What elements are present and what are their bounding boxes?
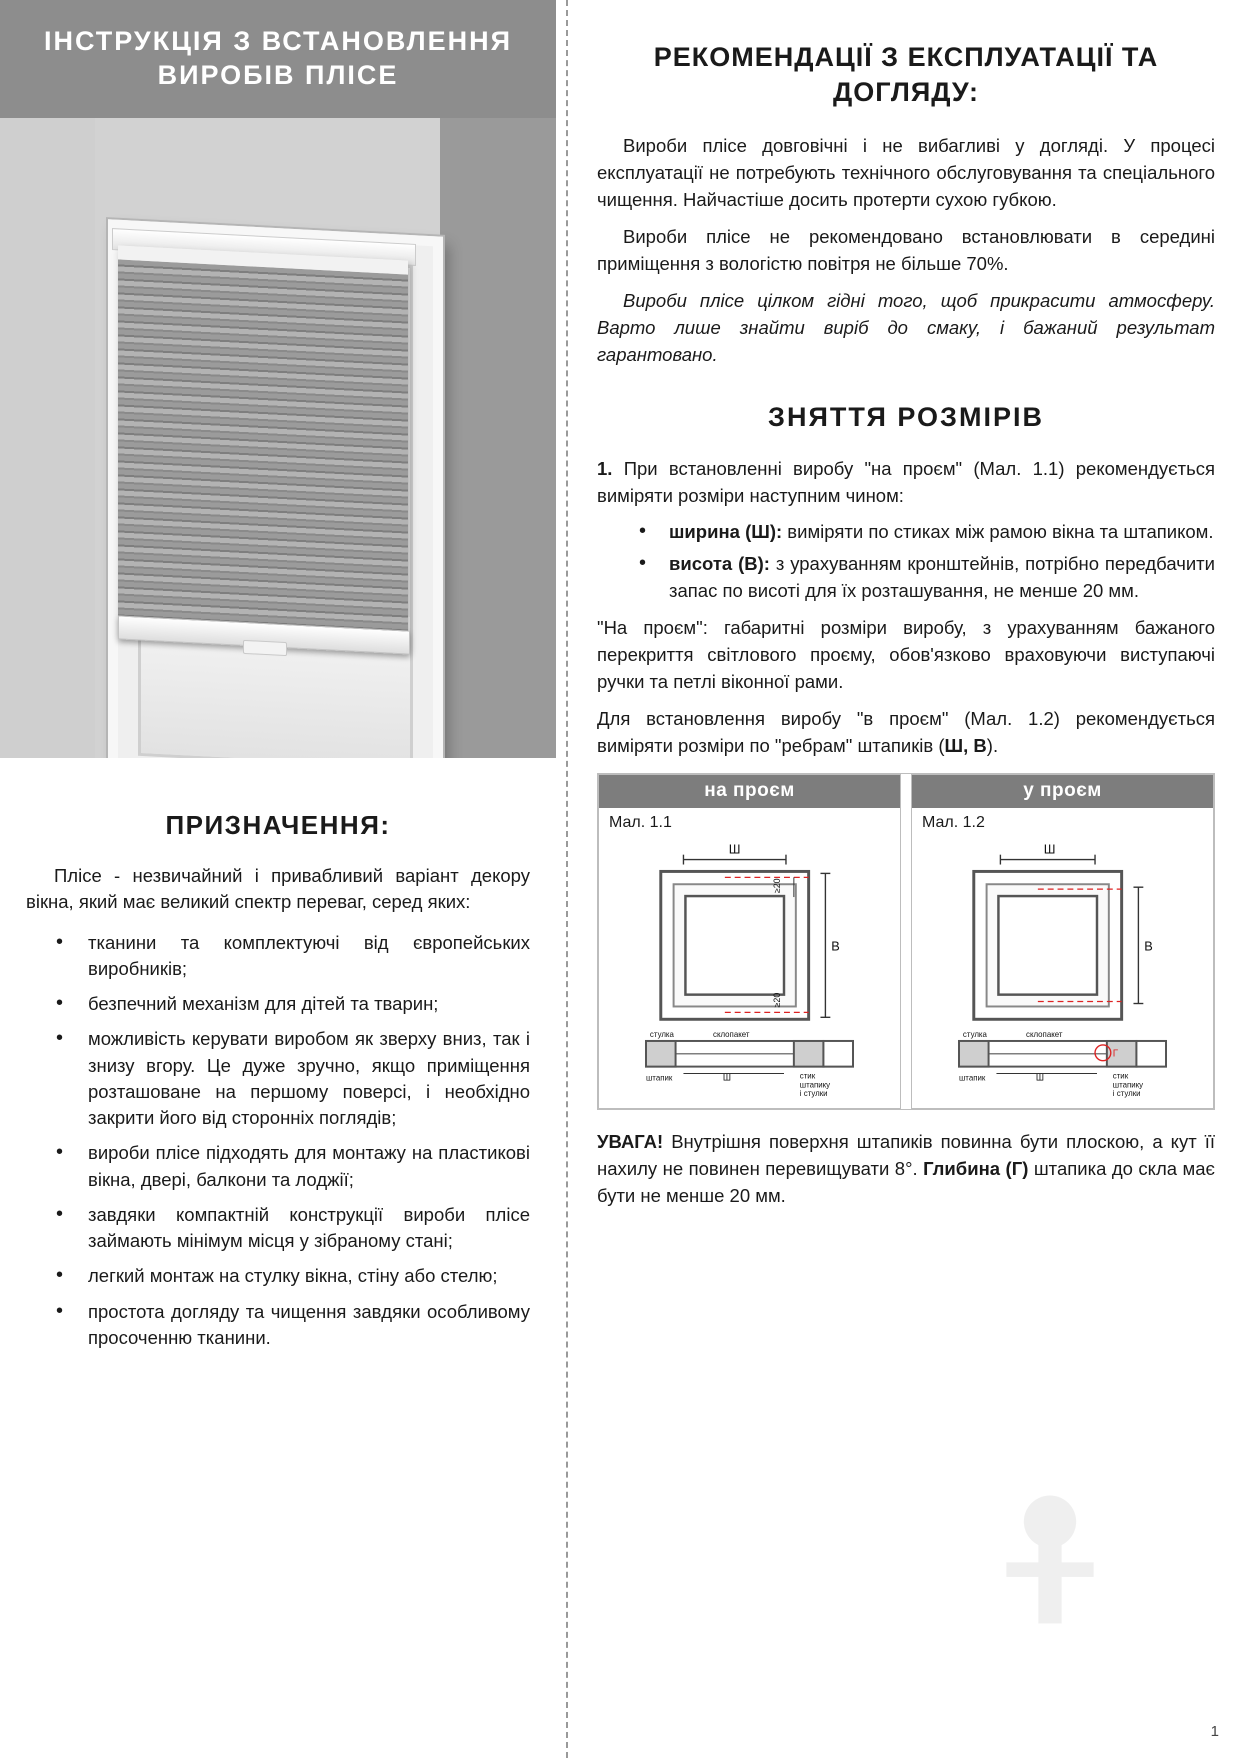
bullet-text-width: виміряти по стиках між рамою вікна та штапиком.	[782, 521, 1214, 543]
watermark-secondary-icon	[975, 1478, 1125, 1638]
warning-note	[597, 1128, 1215, 1209]
svg-text:В: В	[1144, 938, 1153, 954]
svg-text:В: В	[831, 938, 840, 954]
svg-text:і стулки: і стулки	[799, 1089, 828, 1099]
note-into-pre: Для встановлення виробу "в проєм" (Мал. 1.2) рекомендується виміряти розміри по "ребрам" штапиків (	[597, 707, 1215, 756]
svg-text:стулка: стулка	[649, 1030, 674, 1040]
diagram-into-caption: Мал. 1.2	[922, 813, 985, 831]
purpose-intro: Пліcе - незвичайний і привабливий варіант декору вікна, який має великий спектр переваг, серед яких:	[26, 865, 530, 913]
list-item: • тканини та комплектуючі від європейських виробників;	[26, 930, 530, 983]
svg-text:склопакет: склопакет	[713, 1030, 750, 1040]
diagram-into-opening	[911, 774, 1214, 1109]
care-paragraph-1: Вироби пліcе довговічні і не вибагливі у догляді. У процесі експлуатації не потребують технічного обслуговування та спеціального чищення. Найчастіше досить протерти сухою губкою.	[597, 135, 1215, 211]
svg-text:штапик: штапик	[646, 1073, 673, 1083]
warning-label: УВАГА!	[597, 1130, 664, 1152]
svg-text:штапику: штапику	[1112, 1080, 1144, 1090]
diagram-into-drawing	[912, 832, 1213, 1108]
svg-text:і стулки: і стулки	[1112, 1089, 1141, 1099]
instruction-title-line2: ВИРОБІВ ПЛІСЕ	[157, 60, 399, 90]
photo-wall-left	[0, 118, 95, 758]
list-item: • простота догляду та чищення завдяки особливому просоченню тканини.	[26, 1299, 530, 1352]
right-column	[579, 0, 1245, 1758]
column-divider	[566, 0, 569, 1758]
diagram-into-body	[912, 808, 1213, 1108]
svg-text:Ш: Ш	[722, 1072, 732, 1083]
svg-text:штапик: штапик	[959, 1073, 986, 1083]
list-item	[597, 519, 1215, 545]
bullet-label-width: ширина (Ш):	[669, 521, 783, 543]
left-body	[0, 810, 556, 1351]
note-into-bold: Ш, В	[944, 734, 987, 756]
measurement-bullet-list	[597, 519, 1215, 604]
diagram-panel	[597, 773, 1215, 1110]
step-number: 1.	[597, 458, 613, 480]
svg-text:склопакет: склопакет	[1026, 1030, 1063, 1040]
bullet-text-height: з урахуванням кронштейнів, потрібно передбачити запас по висоті для їх розташування, не менше 20 мм.	[669, 553, 1215, 601]
svg-text:Ш: Ш	[1035, 1072, 1045, 1083]
measurement-note-into	[597, 705, 1215, 759]
list-item	[597, 551, 1215, 604]
diagram-into-header: у проєм	[912, 775, 1213, 808]
measurement-step-1	[597, 455, 1215, 509]
diagram-onto-drawing	[599, 832, 900, 1108]
purpose-bullet-list	[26, 930, 530, 1352]
list-item: • безпечний механізм для дітей та тварин;	[26, 991, 530, 1017]
page-number: 1	[1210, 1723, 1219, 1740]
photo-wall-right	[436, 118, 556, 758]
left-column	[0, 0, 556, 1758]
product-photo	[0, 118, 556, 758]
care-recommendations-title: РЕКОМЕНДАЦІЇ З ЕКСПЛУАТАЦІЇ ТА ДОГЛЯДУ:	[653, 42, 1159, 108]
care-paragraph-3: Вироби пліcе цілком гідні того, щоб прикрасити атмосферу. Варто лише знайти виріб до смаку, і бажаний результат гарантовано.	[597, 290, 1215, 366]
measurement-note-onto: "На проєм": габаритні розміри виробу, з урахуванням бажаного перекриття світлового проєму, обов'язково враховуючи виступаючі ручки та петлі віконної рами.	[597, 616, 1215, 692]
warning-text-2: штапика до скла має бути не менше 20 мм.	[597, 1157, 1215, 1206]
svg-text:Ш: Ш	[1043, 841, 1056, 857]
svg-text:стик: стик	[1112, 1071, 1129, 1081]
list-item: • вироби пліcе підходять для монтажу на пластикові вікна, двері, балкони та лоджії;	[26, 1140, 530, 1193]
svg-text:Г: Г	[1112, 1048, 1119, 1060]
list-item: • легкий монтаж на стулку вікна, стіну або стелю;	[26, 1263, 530, 1289]
blind-handle	[243, 640, 287, 656]
list-item: • можливість керувати виробом як зверху вниз, так і знизу вгору. Це дуже зручно, якщо приміщення розташоване на першому поверсі, і необхідно закрити його від сторонніх поглядів;	[26, 1026, 530, 1131]
svg-text:≥20: ≥20	[772, 878, 783, 894]
diagram-onto-caption: Мал. 1.1	[609, 813, 672, 831]
care-paragraph-2: Вироби пліcе не рекомендовано встановлювати в середині приміщення з вологістю повітря не більше 70%.	[597, 226, 1215, 275]
diagram-onto-header: на проєм	[599, 775, 900, 808]
svg-text:штапику: штапику	[799, 1080, 831, 1090]
warning-text-1: Внутрішня поверхня штапиків повинна бути плоскою, а кут її нахилу не повинен перевищувати 8°.	[597, 1130, 1215, 1179]
pleated-blind	[118, 245, 408, 649]
svg-text:Ш: Ш	[728, 841, 741, 857]
svg-text:стулка: стулка	[962, 1030, 987, 1040]
bullet-label-height: висота (В):	[669, 553, 770, 575]
step-text: При встановленні виробу "на проєм" (Мал. 1.1) рекомендується виміряти розміри наступним чином:	[597, 458, 1215, 507]
diagram-onto-body	[599, 808, 900, 1108]
svg-text:≥20: ≥20	[772, 992, 783, 1008]
list-item: • завдяки компактній конструкції вироби пліcе займають мінімум місця у зібраному стані;	[26, 1202, 530, 1255]
note-into-post: ).	[986, 734, 999, 756]
diagram-onto-opening	[598, 774, 901, 1109]
measurement-title: ЗНЯТТЯ РОЗМІРІВ	[768, 402, 1044, 433]
warning-bold-depth: Глибина (Г)	[923, 1157, 1029, 1179]
svg-text:стик: стик	[799, 1071, 816, 1081]
left-header-banner	[0, 0, 556, 118]
instruction-title-line1: ІНСТРУКЦІЯ З ВСТАНОВЛЕННЯ	[43, 26, 513, 57]
purpose-title: ПРИЗНАЧЕННЯ:	[165, 810, 391, 840]
